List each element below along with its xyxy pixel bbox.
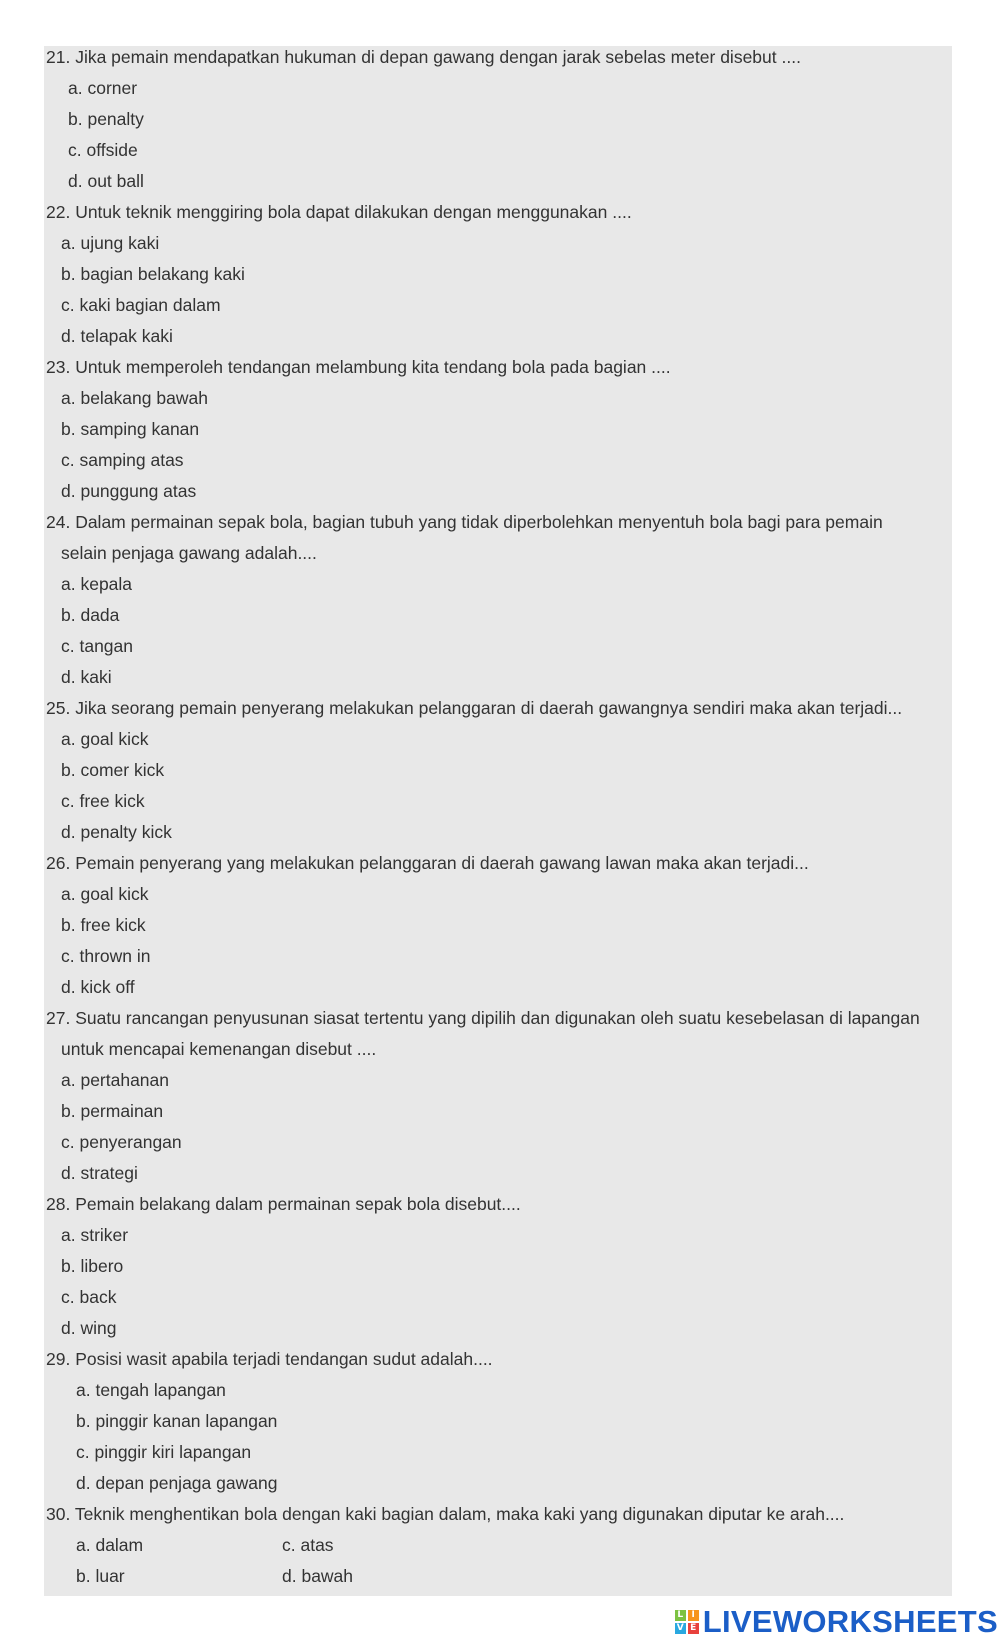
logo-mark-icon bbox=[675, 1610, 699, 1634]
question-24: 24. Dalam permainan sepak bola, bagian tubuh yang tidak diperbolehkan menyentuh bola bagi para pemain bbox=[46, 512, 883, 532]
option-29c[interactable]: c. pinggir kiri lapangan bbox=[76, 1442, 252, 1462]
option-22a[interactable]: a. ujung kaki bbox=[61, 233, 160, 253]
option-22d[interactable]: d. telapak kaki bbox=[61, 326, 173, 346]
option-27b[interactable]: b. permainan bbox=[61, 1101, 164, 1121]
option-row-30-1 bbox=[46, 1530, 956, 1561]
liveworksheets-logo[interactable] bbox=[675, 1604, 998, 1640]
question-21: 21. Jika pemain mendapatkan hukuman di depan gawang dengan jarak sebelas meter disebut .... bbox=[46, 47, 801, 67]
option-row-30-2 bbox=[46, 1561, 956, 1592]
question-27-continued: untuk mencapai kemenangan disebut .... bbox=[61, 1039, 377, 1059]
option-23d[interactable]: d. punggung atas bbox=[61, 481, 197, 501]
option-28d[interactable]: d. wing bbox=[61, 1318, 117, 1338]
logo-letter-e: E bbox=[688, 1623, 699, 1634]
option-29a[interactable]: a. tengah lapangan bbox=[76, 1380, 226, 1400]
option-24c[interactable]: c. tangan bbox=[61, 636, 133, 656]
option-27d[interactable]: d. strategi bbox=[61, 1163, 138, 1183]
option-30b[interactable]: b. luar bbox=[76, 1566, 125, 1586]
option-26c[interactable]: c. thrown in bbox=[61, 946, 151, 966]
question-22: 22. Untuk teknik menggiring bola dapat dilakukan dengan menggunakan .... bbox=[46, 202, 632, 222]
option-24b[interactable]: b. dada bbox=[61, 605, 120, 625]
option-30d[interactable]: d. bawah bbox=[282, 1566, 354, 1586]
option-25a[interactable]: a. goal kick bbox=[61, 729, 149, 749]
question-23: 23. Untuk memperoleh tendangan melambung kita tendang bola pada bagian .... bbox=[46, 357, 671, 377]
option-30c[interactable]: c. atas bbox=[282, 1535, 334, 1555]
option-23a[interactable]: a. belakang bawah bbox=[61, 388, 208, 408]
option-24a[interactable]: a. kepala bbox=[61, 574, 133, 594]
option-26b[interactable]: b. free kick bbox=[61, 915, 146, 935]
option-21b[interactable]: b. penalty bbox=[68, 109, 144, 129]
option-25b[interactable]: b. comer kick bbox=[61, 760, 165, 780]
question-25: 25. Jika seorang pemain penyerang melakukan pelanggaran di daerah gawangnya sendiri maka akan terjadi... bbox=[46, 698, 903, 718]
logo-letter-i: I bbox=[688, 1610, 699, 1621]
option-22b[interactable]: b. bagian belakang kaki bbox=[61, 264, 245, 284]
question-list bbox=[46, 42, 956, 1592]
logo-letter-v: V bbox=[675, 1623, 686, 1634]
option-21c[interactable]: c. offside bbox=[68, 140, 138, 160]
question-29: 29. Posisi wasit apabila terjadi tendangan sudut adalah.... bbox=[46, 1349, 493, 1369]
option-28b[interactable]: b. libero bbox=[61, 1256, 124, 1276]
option-22c[interactable]: c. kaki bagian dalam bbox=[61, 295, 221, 315]
option-29b[interactable]: b. pinggir kanan lapangan bbox=[76, 1411, 278, 1431]
question-27: 27. Suatu rancangan penyusunan siasat tertentu yang dipilih dan digunakan oleh suatu kesebelasan di lapangan bbox=[46, 1008, 920, 1028]
option-23b[interactable]: b. samping kanan bbox=[61, 419, 200, 439]
option-26a[interactable]: a. goal kick bbox=[61, 884, 149, 904]
option-28c[interactable]: c. back bbox=[61, 1287, 117, 1307]
logo-letter-l: L bbox=[675, 1610, 686, 1621]
question-28: 28. Pemain belakang dalam permainan sepak bola disebut.... bbox=[46, 1194, 521, 1214]
option-26d[interactable]: d. kick off bbox=[61, 977, 135, 997]
option-28a[interactable]: a. striker bbox=[61, 1225, 129, 1245]
option-25d[interactable]: d. penalty kick bbox=[61, 822, 172, 842]
option-27c[interactable]: c. penyerangan bbox=[61, 1132, 182, 1152]
question-30: 30. Teknik menghentikan bola dengan kaki bagian dalam, maka kaki yang digunakan diputar ke arah.... bbox=[46, 1504, 845, 1524]
option-23c[interactable]: c. samping atas bbox=[61, 450, 184, 470]
option-21d[interactable]: d. out ball bbox=[68, 171, 144, 191]
question-26: 26. Pemain penyerang yang melakukan pelanggaran di daerah gawang lawan maka akan terjadi... bbox=[46, 853, 809, 873]
option-29d[interactable]: d. depan penjaga gawang bbox=[76, 1473, 278, 1493]
option-30a[interactable]: a. dalam bbox=[76, 1535, 144, 1555]
brand-name: LIVEWORKSHEETS bbox=[702, 1604, 998, 1639]
option-25c[interactable]: c. free kick bbox=[61, 791, 145, 811]
question-24-continued: selain penjaga gawang adalah.... bbox=[61, 543, 317, 563]
option-24d[interactable]: d. kaki bbox=[61, 667, 112, 687]
option-27a[interactable]: a. pertahanan bbox=[61, 1070, 170, 1090]
option-21a[interactable]: a. corner bbox=[68, 78, 138, 98]
